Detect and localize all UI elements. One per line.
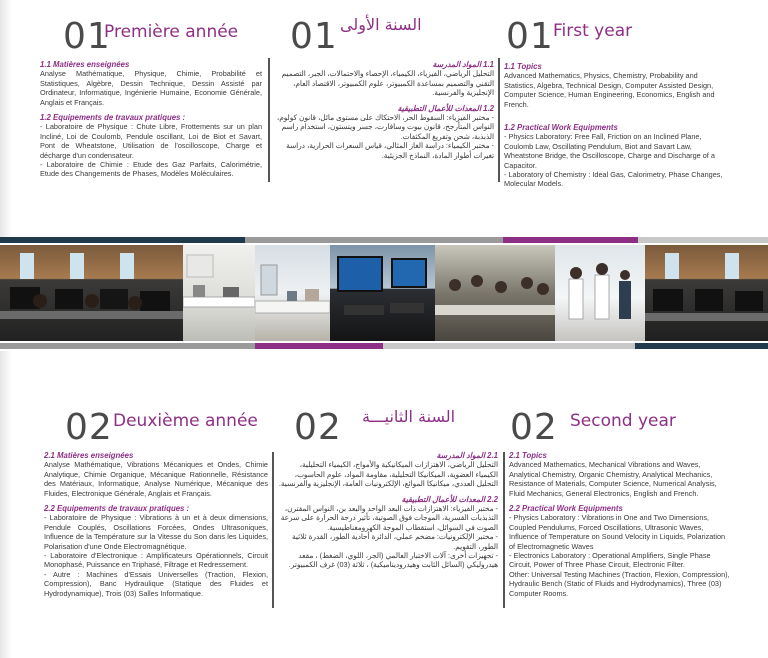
year2-fr-topics-heading: 2.1 Matières enseignées bbox=[44, 451, 134, 460]
year1-en-topics-heading: 1.1 Topics bbox=[504, 62, 542, 71]
color-band bbox=[503, 237, 638, 243]
year2-en-topics-heading: 2.1 Topics bbox=[509, 451, 547, 460]
year2-en-practical-item: - Physics Laboratory : Vibrations in One and Two Dimensions, Coupled Pendulums, Forced Oscillations, Ultrasonic Waves, Influence of Temperature on Sound Velocity in Liquids, Polarization of Electromagnetic Waves bbox=[509, 513, 726, 551]
chemistry-lab-photo bbox=[255, 245, 330, 341]
year1-ar-practical-heading: 1.2 المعدات للأعمال التطبيقية bbox=[397, 103, 494, 113]
year2-fr-section bbox=[44, 451, 268, 598]
year2-ar-practical-item: - مختبر الإلكترونيات: مضخم عملي، الدائرة أحادية الطور، القدرة ثلاثية الطور، التقويم. bbox=[292, 532, 498, 551]
year1-fr-number: 01 bbox=[63, 16, 111, 57]
year1-en-number: 01 bbox=[506, 16, 554, 57]
computer-lab-photo bbox=[0, 245, 183, 341]
year2-ar-topics-text: التحليل الرياضي، الاهتزازات الميكانيكية والأمواج، الكيمياء التحليلية، الكيمياء العضوية، الميكانيكا التحليلية، مقاومة المواد، علوم الحاسوب، التحليل العددي، ميكانيكا الموائع، الإلكترونيات العامة، الإنجليزية والفرنسية. bbox=[278, 460, 498, 489]
year2-fr-number: 02 bbox=[65, 407, 113, 448]
year1-ar-title: السنة الأولى bbox=[340, 15, 422, 34]
color-band bbox=[0, 237, 245, 243]
year1-fr-title: Première année bbox=[104, 22, 239, 42]
year2-en-section bbox=[509, 451, 731, 598]
lab-coats-photo bbox=[555, 245, 645, 341]
color-band bbox=[638, 237, 768, 243]
year2-fr-practical-item: - Laboratoire d'Electronique : Amplificateurs Opérationnels, Circuit Monophasé, Puissance en Triphasé, Filtrage et Redressement. bbox=[44, 551, 268, 570]
year2-ar-title: السنة الثانيـــة bbox=[362, 407, 456, 426]
year2-en-title: Second year bbox=[570, 411, 676, 431]
year1-fr-section bbox=[40, 60, 262, 179]
year1-fr-practical-heading: 1.2 Equipements de travaux pratiques : bbox=[40, 113, 186, 123]
color-band bbox=[245, 237, 503, 243]
year2-ar-section bbox=[278, 451, 498, 570]
column-divider bbox=[498, 58, 500, 182]
column-divider bbox=[272, 452, 274, 608]
year1-fr-topics-heading: 1.1 Matières enseignées bbox=[40, 60, 130, 69]
year2-ar-topics-heading: 2.1 المواد المدرسة bbox=[436, 451, 498, 460]
year1-ar-section bbox=[276, 60, 494, 160]
year1-fr-topics-text: Analyse Mathématique, Physique, Chimie, Probabilité et Statistiques, Algèbre, Dessin Technique, Dessin Assisté par Ordinateur, Informatique, Ingénierie Humaine, Economie Générale, Anglais et Français. bbox=[40, 69, 262, 107]
year2-fr-practical-item: - Autre : Machines d'Essais Universelles (Traction, Flexion, Compression), Banc Hydraulique (Statique des Fluides et Hydrodynamique), Trois (03) Salles Informatique. bbox=[44, 569, 268, 598]
year1-en-section bbox=[504, 62, 726, 189]
year1-en-practical-item: - Physics Laboratory: Free Fall, Friction on an Inclined Plane, Coulomb Law, Oscillating Pendulum, Biot and Savart Law, Wheatstone Bridge, the Oscilloscope, Charge and Discharge of a Capacitor. bbox=[504, 132, 715, 170]
year2-en-practical-heading: 2.2 Practical Work Equipments bbox=[509, 504, 623, 514]
color-band bbox=[383, 343, 635, 349]
year1-ar-practical-item: - مختبر الفيزياء: السقوط الحر، الاحتكاك على مستوى مائل، قانون كولوم، النواس المتأرجح، قانون بيوت وسافارت، جسر ويتستون، استخدام راسم الذبذبة، شحن وتفريغ المكثفات. bbox=[276, 113, 494, 141]
year2-en-number: 02 bbox=[510, 407, 558, 448]
year1-en-topics-text: Advanced Mathematics, Physics, Chemistry, Probability and Statistics, Algebra, Technical Design, Computer Assisted Design, Computer Science, Human Engineering, Economics, English and French. bbox=[504, 71, 715, 109]
year2-ar-practical-item: - مختبر الفيزياء: الاهتزازات ذات البعد الواحد والبعد بن، النواس المقترن، التذبذبات القسرية، الموجات فوق الصوتية، تأثير درجة الحرارة على سرعة الصوت في السوائل، استقطاب الموجة الكهرومغناطيسية. bbox=[280, 504, 498, 532]
photo-strip bbox=[0, 237, 768, 351]
color-band bbox=[0, 343, 255, 349]
year2-fr-practical-item: - Laboratoire de Physique : Vibrations à un et à deux dimensions, Pendule Couplés, Oscillations Forcées, Ondes Ultrasoniques, Influence de la Température sur la Vitesse du Son dans les Liquides, Polarisation d'une Onde Electromagnétique. bbox=[44, 513, 268, 551]
year1-ar-topics-heading: 1.1 المواد المدرسة bbox=[432, 60, 494, 69]
year2-ar-practical-heading: 2.2 المعدات للأعمال التطبيقية bbox=[401, 494, 498, 504]
color-band bbox=[635, 343, 768, 349]
year1-ar-topics-text: التحليل الرياضي، الفيزياء، الكيمياء، الإحصاء والاحتمالات، الجبر، التصميم التقني والتصميم بمساعدة الكمبيوتر، علوم الكمبيوتر، الاقتصاد العام، الإنجليزية والفرنسية. bbox=[281, 69, 494, 98]
year1-en-practical-item: - Laboratory of Chemistry : Ideal Gas, Calorimetry, Phase Changes, Molecular Models. bbox=[504, 170, 723, 189]
year2-ar-number: 02 bbox=[294, 407, 342, 448]
color-band bbox=[255, 343, 383, 349]
year1-en-practical-heading: 1.2 Practical Work Equipments bbox=[504, 123, 618, 133]
column-divider bbox=[503, 452, 505, 608]
year1-fr-practical-item: - Laboratoire de Chimie : Etude des Gaz Parfaits, Calorimétrie, Etude des Changements de Phases, Modèles Moléculaires. bbox=[40, 160, 262, 179]
year2-ar-practical-item: - تجهيزات أخرى: آلات الاختبار العالمي (الجر، اللوي، الضغط) ، مقعد هيدروليكي (السائل الثابت وهيدروديناميكية) ، ثلاثة (03) غرف الكمبيوتر. bbox=[288, 551, 498, 570]
physics-lab-photo bbox=[183, 245, 255, 341]
students-lab-photo bbox=[435, 245, 555, 341]
year2-en-practical-item: - Electronics Laboratory : Operational Amplifiers, Single Phase Circuit, Power of Three Phase Circuit, Electronic Filter. bbox=[509, 551, 711, 570]
year2-fr-practical-heading: 2.2 Equipements de travaux pratiques : bbox=[44, 504, 190, 514]
year2-fr-topics-text: Analyse Mathématique, Vibrations Mécaniques et Ondes, Chimie Analytique, Chimie Organique, Mécanique Rationnelle, Résistance des Matériaux, Informatique, Analyse Numérique, Mécanique des Fluides, Electronique Générale, Anglais et Français. bbox=[44, 460, 268, 498]
year1-ar-practical-item: - مختبر الكيمياء: دراسة الغاز المثالي، قياس السعرات الحرارية، دراسة تغيرات أطوار المادة، النماذج الجزيئية. bbox=[286, 141, 494, 160]
column-divider bbox=[268, 58, 270, 182]
year2-en-practical-item: Other: Universal Testing Machines (Traction, Flexion, Compression), Hydraulic Bench (Static of Fluids and Hydrodynamics), Three (03) Computer Rooms. bbox=[509, 569, 730, 598]
year1-en-title: First year bbox=[553, 21, 633, 41]
year2-en-topics-text: Advanced Mathematics, Mechanical Vibrations and Waves, Analytical Chemistry, Organic Chemistry, Analytical Mechanics, Resistance of Materials, Computer Science, Numerical Analysis, Fluid Mechanics, General Electronics, English and French. bbox=[509, 460, 717, 498]
year2-fr-title: Deuxième année bbox=[113, 411, 258, 431]
year1-fr-practical-item: - Laboratoire de Physique : Chute Libre, Frottements sur un plan Incliné, Loi de Coulomb, Pendule oscillant, Loi de Biot et Savart, Pont de Wheatstone, Utilisation de l'oscilloscope, Charge et décharge d'un condensateur. bbox=[40, 122, 262, 160]
computer-lab-photo bbox=[330, 245, 435, 341]
computer-lab-photo bbox=[645, 245, 768, 341]
year1-ar-number: 01 bbox=[290, 16, 338, 57]
